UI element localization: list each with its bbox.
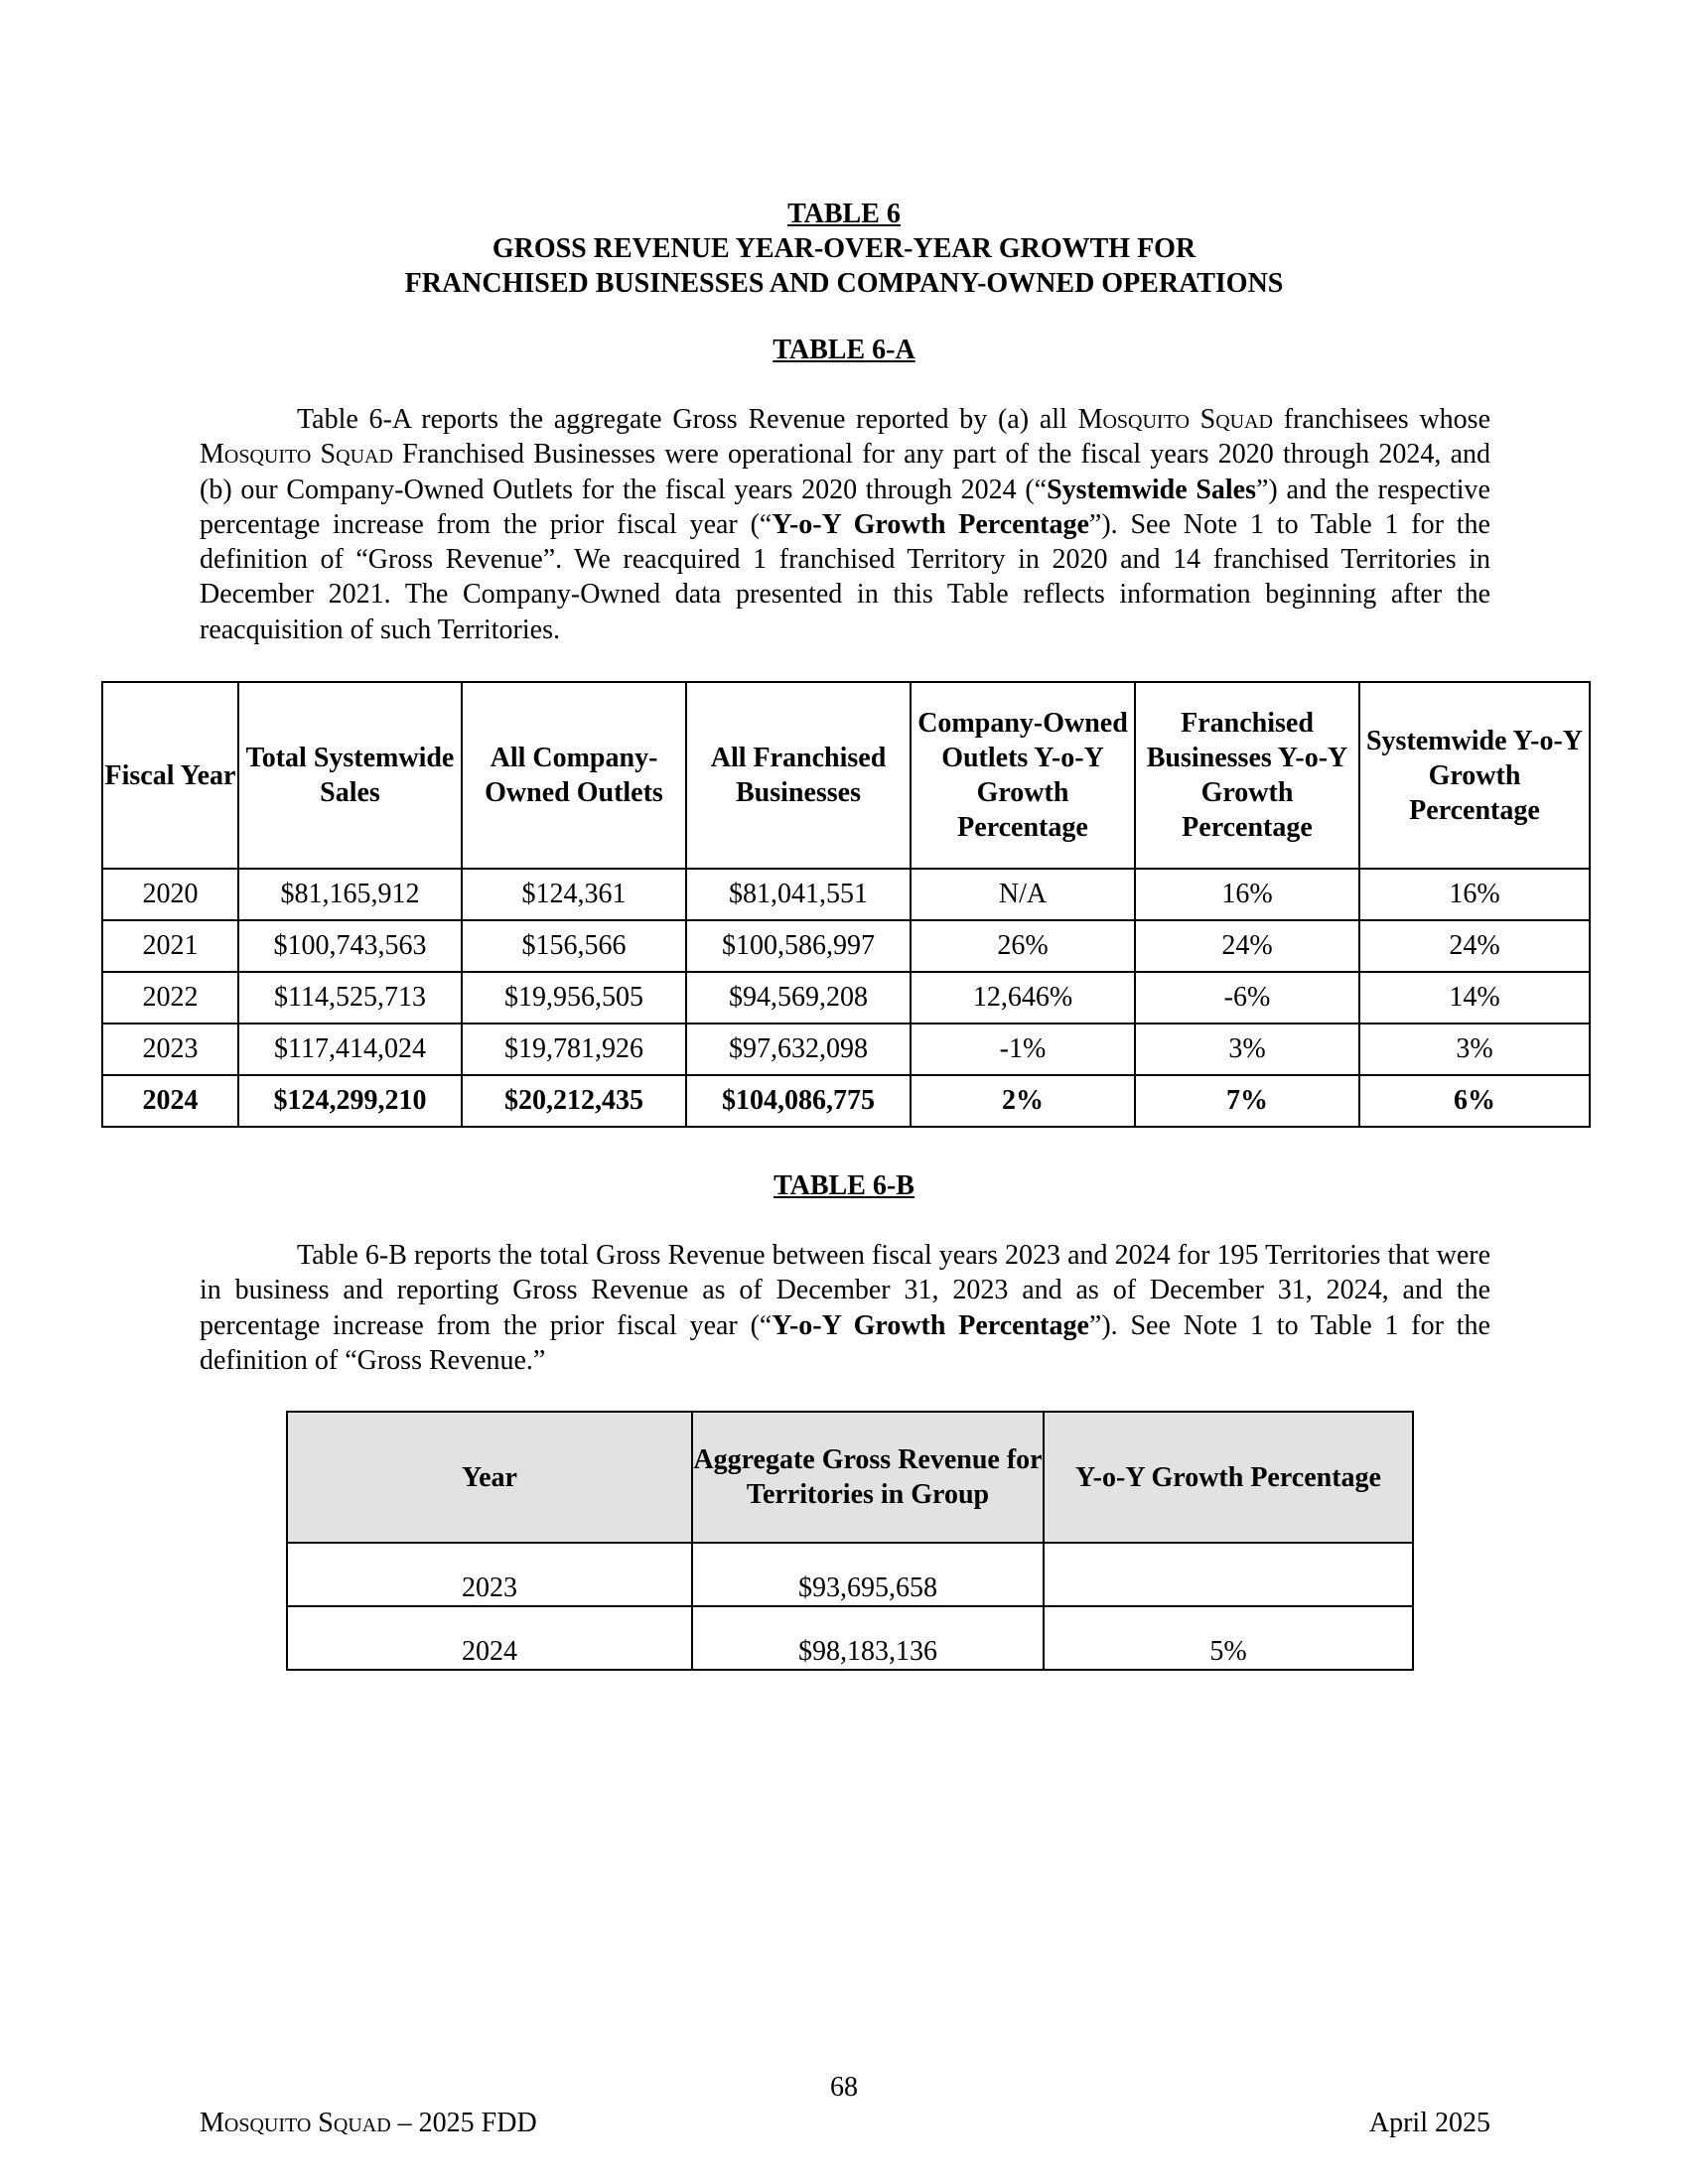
cell-franchised: $100,586,997 [686,920,911,972]
header-all-company-owned-outlets: All Company-Owned Outlets [462,682,686,869]
page-number: 68 [830,2072,858,2103]
cell-company-growth: 26% [911,920,1135,972]
header-company-owned-growth: Company-Owned Outlets Y-o-Y Growth Percentage [911,682,1135,869]
footer-document-label: Mosquito Squad – 2025 FDD [200,2108,537,2138]
cell-total-sales: $100,743,563 [238,920,462,972]
brand-name: Mosquito Squad [200,439,393,471]
cell-fiscal-year: 2020 [102,869,238,920]
table-6b-intro: Table 6-B reports the total Gross Revenue between fiscal years 2023 and 2024 for 195 Territories that were in business and reporting Gross Revenue as of December 31, 2023 and as of December 31, 2024, and the percentage increase from the prior fiscal year (“Y-o-Y Growth Percentage”). See Note 1 to Table 1 for the definition of “Gross Revenue.” [200,1240,1490,1376]
cell-total-sales: $114,525,713 [238,972,462,1024]
cell-total-sales: $124,299,210 [238,1075,462,1127]
brand-name: Mosquito Squad [1077,404,1273,435]
table-6b [286,1411,1414,1671]
header-franchised-growth: Franchised Businesses Y-o-Y Growth Percentage [1135,682,1359,869]
header-systemwide-growth: Systemwide Y-o-Y Growth Percentage [1359,682,1590,869]
table-6b-label: TABLE 6-B [774,1170,914,1201]
cell-fiscal-year: 2024 [102,1075,238,1127]
table-row [287,1606,1413,1670]
header-aggregate-gross-revenue: Aggregate Gross Revenue for Territories in Group [692,1412,1044,1543]
cell-fiscal-year: 2022 [102,972,238,1024]
table-6-title-line2: FRANCHISED BUSINESSES AND COMPANY-OWNED OPERATIONS [404,268,1284,299]
table-row [102,1075,1590,1127]
cell-company-owned: $156,566 [462,920,686,972]
table-header-row [102,682,1590,869]
cell-company-growth: -1% [911,1024,1135,1075]
cell-year: 2023 [287,1543,692,1606]
cell-fiscal-year: 2023 [102,1024,238,1075]
table-row [102,869,1590,920]
header-year: Year [287,1412,692,1543]
cell-total-sales: $117,414,024 [238,1024,462,1075]
cell-systemwide-growth: 3% [1359,1024,1590,1075]
header-fiscal-year: Fiscal Year [102,682,238,869]
cell-franchised-growth: 16% [1135,869,1359,920]
cell-systemwide-growth: 14% [1359,972,1590,1024]
cell-fiscal-year: 2021 [102,920,238,972]
table-6a-intro: Table 6-A reports the aggregate Gross Revenue reported by (a) all Mosquito Squad franchisees whose Mosquito Squad Franchised Businesses were operational for any part of the fiscal years 2020 through 2024, and (b) our Company-Owned Outlets for the fiscal years 2020 through 2024 (“Systemwide Sales”) and the respective percentage increase from the prior fiscal year (“Y-o-Y Growth Percentage”). See Note 1 to Table 1 for the definition of “Gross Revenue”. We reacquired 1 franchised Territory in 2020 and 14 franchised Territories in December 2021. The Company-Owned data presented in this Table reflects information beginning after the reacquisition of such Territories. [200,404,1491,645]
cell-systemwide-growth: 16% [1359,869,1590,920]
cell-company-owned: $124,361 [462,869,686,920]
cell-company-growth: 12,646% [911,972,1135,1024]
cell-company-owned: $19,781,926 [462,1024,686,1075]
cell-aggregate-revenue: $98,183,136 [692,1606,1044,1670]
table-row [102,972,1590,1024]
cell-franchised: $94,569,208 [686,972,911,1024]
table-6-title-line1: GROSS REVENUE YEAR-OVER-YEAR GROWTH FOR [492,233,1196,264]
cell-company-owned: $20,212,435 [462,1075,686,1127]
cell-franchised-growth: 3% [1135,1024,1359,1075]
cell-franchised: $81,041,551 [686,869,911,920]
cell-franchised-growth: 24% [1135,920,1359,972]
table-6-label: TABLE 6 [787,199,901,229]
cell-systemwide-growth: 6% [1359,1075,1590,1127]
cell-yoy-growth [1044,1543,1413,1606]
cell-company-growth: 2% [911,1075,1135,1127]
cell-franchised: $97,632,098 [686,1024,911,1075]
footer-date: April 2025 [1368,2108,1490,2138]
header-total-systemwide-sales: Total Systemwide Sales [238,682,462,869]
cell-aggregate-revenue: $93,695,658 [692,1543,1044,1606]
cell-franchised-growth: -6% [1135,972,1359,1024]
cell-franchised-growth: 7% [1135,1075,1359,1127]
cell-yoy-growth: 5% [1044,1606,1413,1670]
cell-systemwide-growth: 24% [1359,920,1590,972]
header-all-franchised-businesses: All Franchised Businesses [686,682,911,869]
table-row [287,1543,1413,1606]
table-header-row [287,1412,1413,1543]
table-6a-label: TABLE 6-A [773,335,915,365]
cell-franchised: $104,086,775 [686,1075,911,1127]
page-heading [0,197,1688,301]
table-row [102,1024,1590,1075]
cell-company-growth: N/A [911,869,1135,920]
cell-company-owned: $19,956,505 [462,972,686,1024]
header-yoy-growth: Y-o-Y Growth Percentage [1044,1412,1413,1543]
table-row [102,920,1590,972]
cell-total-sales: $81,165,912 [238,869,462,920]
table-6a [101,681,1591,1128]
cell-year: 2024 [287,1606,692,1670]
